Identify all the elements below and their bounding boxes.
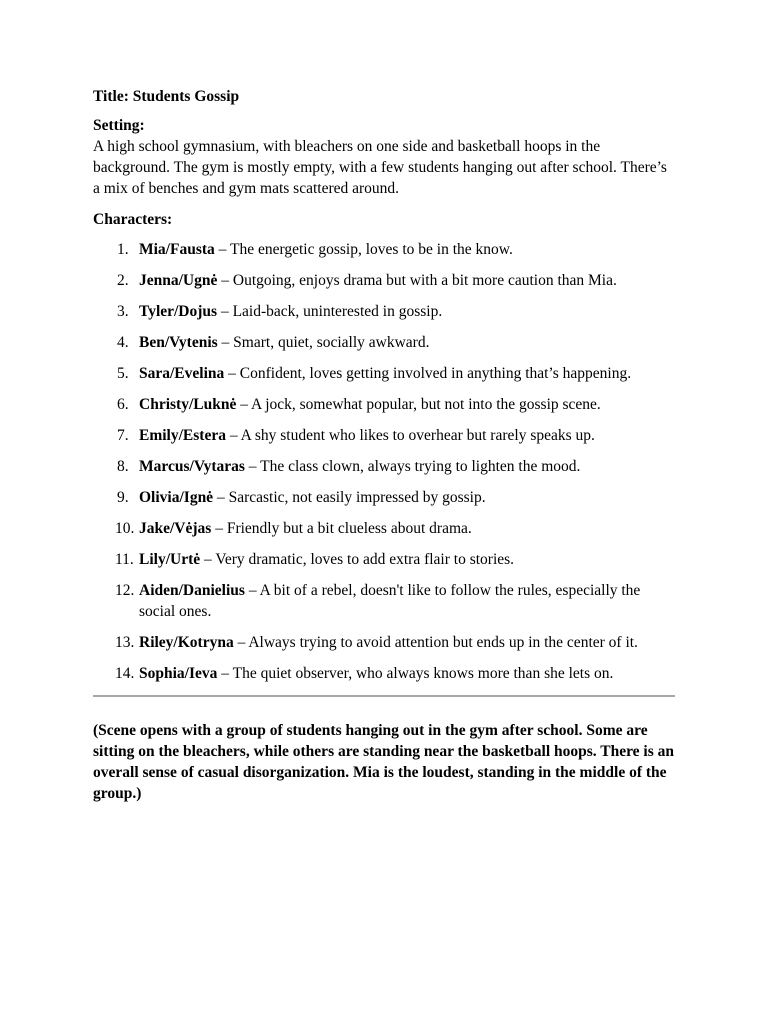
character-description: – Friendly but a bit clueless about drama. bbox=[211, 520, 472, 537]
character-name: Marcus/Vytaras bbox=[139, 458, 245, 475]
list-item-number-text: 4. bbox=[117, 334, 129, 351]
list-item-number bbox=[93, 363, 139, 384]
character-name: Mia/Fausta bbox=[139, 241, 215, 258]
list-item-number-text: 8. bbox=[117, 458, 129, 475]
list-item-number bbox=[93, 456, 139, 477]
character-name: Jenna/Ugnė bbox=[139, 272, 218, 289]
list-item bbox=[93, 239, 675, 260]
character-entry bbox=[139, 663, 675, 684]
list-item-number-text: 10. bbox=[115, 520, 135, 537]
list-item bbox=[93, 663, 675, 684]
character-description: – Laid-back, uninterested in gossip. bbox=[217, 303, 443, 320]
character-name: Sara/Evelina bbox=[139, 365, 225, 382]
setting-text: A high school gymnasium, with bleachers on one side and basketball hoops in the background. The gym is mostly empty, with a few students hanging out after school. There’s a mix of benches and gym mats scattered around. bbox=[93, 138, 667, 197]
character-name: Christy/Luknė bbox=[139, 396, 237, 413]
list-item bbox=[93, 332, 675, 353]
character-description: – The class clown, always trying to lighten the mood. bbox=[244, 458, 581, 475]
character-description: – A jock, somewhat popular, but not into the gossip scene. bbox=[236, 396, 601, 413]
list-item-number bbox=[93, 332, 139, 353]
list-item-number bbox=[93, 663, 139, 684]
character-description: – Very dramatic, loves to add extra flair to stories. bbox=[200, 551, 515, 568]
list-item bbox=[93, 580, 675, 622]
character-name: Tyler/Dojus bbox=[139, 303, 218, 320]
character-name: Lily/Urtė bbox=[139, 551, 201, 568]
character-name: Jake/Vėjas bbox=[139, 520, 212, 537]
list-item bbox=[93, 270, 675, 291]
list-item bbox=[93, 456, 675, 477]
character-entry bbox=[139, 239, 675, 260]
character-description: – Smart, quiet, socially awkward. bbox=[217, 334, 430, 351]
character-entry bbox=[139, 425, 675, 446]
document-page bbox=[93, 86, 675, 694]
list-item-number bbox=[93, 270, 139, 291]
character-list bbox=[93, 239, 675, 684]
character-entry bbox=[139, 394, 675, 415]
list-item-number-text: 13. bbox=[115, 634, 135, 651]
character-entry bbox=[139, 456, 675, 477]
character-description: – Outgoing, enjoys drama but with a bit more caution than Mia. bbox=[217, 272, 617, 289]
list-item-number-text: 7. bbox=[117, 427, 129, 444]
list-item bbox=[93, 363, 675, 384]
title-value: Students Gossip bbox=[132, 88, 240, 105]
list-item-number bbox=[93, 301, 139, 322]
character-description: – Sarcastic, not easily impressed by gossip. bbox=[213, 489, 486, 506]
stage-direction: (Scene opens with a group of students hanging out in the gym after school. Some are sitting on the bleachers, while others are standing near the basketball hoops. There is an overall sense of casual disorganization. Mia is the loudest, standing in the middle of the group.) bbox=[93, 722, 675, 802]
character-entry bbox=[139, 632, 675, 653]
character-name: Ben/Vytenis bbox=[139, 334, 218, 351]
list-item-number-text: 14. bbox=[115, 665, 135, 682]
character-description: – A bit of a rebel, doesn't like to follow the rules, especially the social ones. bbox=[139, 582, 641, 620]
character-description: – The quiet observer, who always knows more than she lets on. bbox=[217, 665, 614, 682]
character-entry bbox=[139, 363, 675, 384]
list-item-number-text: 2. bbox=[117, 272, 129, 289]
list-item-number bbox=[93, 239, 139, 260]
character-entry bbox=[139, 580, 675, 622]
list-item bbox=[93, 518, 675, 539]
list-item bbox=[93, 632, 675, 653]
list-item-number bbox=[93, 518, 139, 539]
list-item-number bbox=[93, 580, 139, 622]
character-entry bbox=[139, 301, 675, 322]
character-name: Riley/Kotryna bbox=[139, 634, 234, 651]
list-item-number bbox=[93, 394, 139, 415]
character-entry bbox=[139, 332, 675, 353]
list-item-number bbox=[93, 549, 139, 570]
list-item bbox=[93, 425, 675, 446]
character-description: – Always trying to avoid attention but ends up in the center of it. bbox=[233, 634, 638, 651]
list-item-number-text: 3. bbox=[117, 303, 129, 320]
character-name: Sophia/Ieva bbox=[139, 665, 218, 682]
list-item bbox=[93, 487, 675, 508]
character-description: – Confident, loves getting involved in anything that’s happening. bbox=[224, 365, 632, 382]
characters-heading: Characters: bbox=[93, 211, 173, 228]
list-item-number-text: 12. bbox=[115, 582, 135, 599]
list-item bbox=[93, 301, 675, 322]
list-item-number bbox=[93, 632, 139, 653]
setting-section bbox=[93, 115, 675, 199]
list-item-number bbox=[93, 487, 139, 508]
character-description: – The energetic gossip, loves to be in the know. bbox=[214, 241, 513, 258]
character-entry bbox=[139, 549, 675, 570]
list-item bbox=[93, 549, 675, 570]
list-item-number-text: 6. bbox=[117, 396, 129, 413]
title-line bbox=[93, 86, 675, 107]
section-divider bbox=[93, 695, 675, 697]
character-name: Aiden/Danielius bbox=[139, 582, 245, 599]
list-item-number-text: 1. bbox=[117, 241, 129, 258]
character-entry bbox=[139, 518, 675, 539]
setting-label: Setting: bbox=[93, 117, 145, 134]
list-item-number-text: 11. bbox=[115, 551, 134, 568]
character-name: Olivia/Ignė bbox=[139, 489, 214, 506]
list-item-number-text: 9. bbox=[117, 489, 129, 506]
title-label: Title: bbox=[93, 88, 129, 105]
list-item-number bbox=[93, 425, 139, 446]
character-name: Emily/Estera bbox=[139, 427, 226, 444]
character-entry bbox=[139, 487, 675, 508]
character-entry bbox=[139, 270, 675, 291]
list-item-number-text: 5. bbox=[117, 365, 129, 382]
list-item bbox=[93, 394, 675, 415]
character-description: – A shy student who likes to overhear but rarely speaks up. bbox=[225, 427, 595, 444]
